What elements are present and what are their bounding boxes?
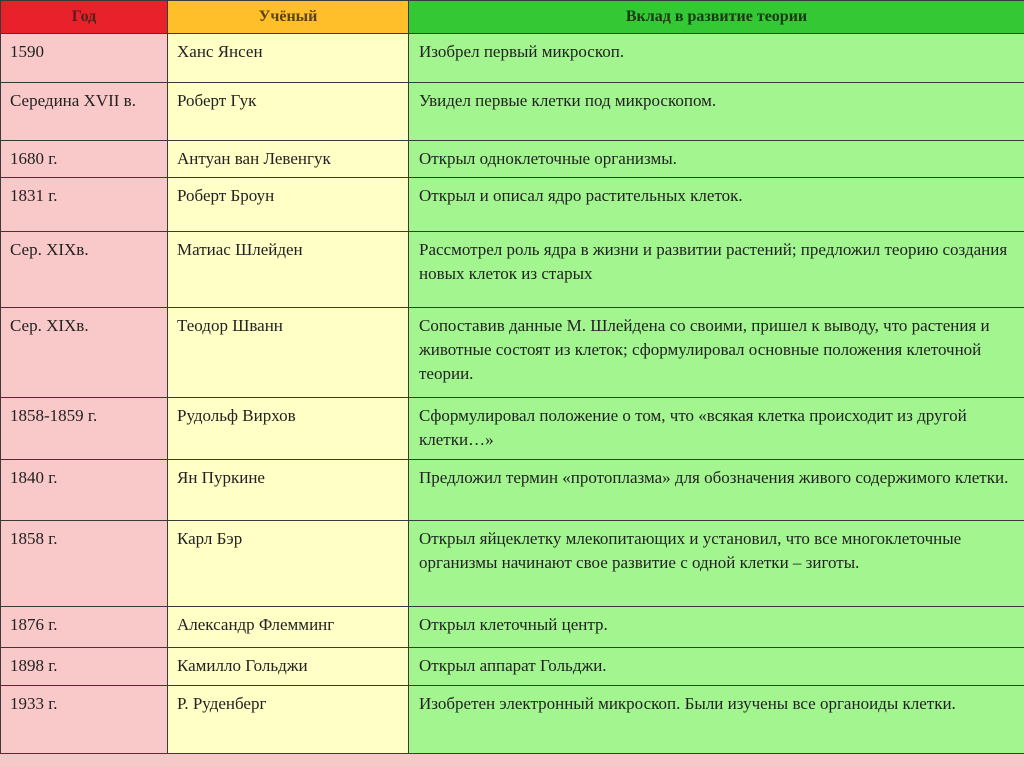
scientist-cell: Р. Руденберг bbox=[168, 686, 409, 754]
year-cell: Сер. XIXв. bbox=[1, 308, 168, 398]
contribution-cell: Увидел первые клетки под микроскопом. bbox=[409, 83, 1024, 141]
contribution-cell: Предложил термин «протоплазма» для обозначения живого содержимого клетки. bbox=[409, 460, 1024, 521]
contribution-cell: Открыл аппарат Гольджи. bbox=[409, 648, 1024, 686]
contribution-cell: Сформулировал положение о том, что «всякая клетка происходит из другой клетки…» bbox=[409, 398, 1024, 460]
table-row bbox=[1, 34, 1024, 83]
contribution-cell: Открыл яйцеклетку млекопитающих и установил, что все многоклеточные организмы начинают свое развитие с одной клетки – зиготы. bbox=[409, 521, 1024, 607]
bottom-strip bbox=[0, 754, 1024, 767]
year-cell: Середина XVII в. bbox=[1, 83, 168, 141]
scientist-cell: Ханс Янсен bbox=[168, 34, 409, 83]
scientist-cell: Роберт Броун bbox=[168, 178, 409, 232]
scientist-cell: Антуан ван Левенгук bbox=[168, 141, 409, 178]
table-row bbox=[1, 460, 1024, 521]
table-row bbox=[1, 607, 1024, 648]
scientist-cell: Роберт Гук bbox=[168, 83, 409, 141]
header-contribution: Вклад в развитие теории bbox=[409, 1, 1024, 34]
header-row bbox=[1, 1, 1024, 34]
table-row bbox=[1, 232, 1024, 308]
year-cell: 1590 bbox=[1, 34, 168, 83]
table-row bbox=[1, 141, 1024, 178]
table-row bbox=[1, 308, 1024, 398]
scientist-cell: Камилло Гольджи bbox=[168, 648, 409, 686]
contribution-cell: Открыл и описал ядро растительных клеток. bbox=[409, 178, 1024, 232]
scientist-cell: Рудольф Вирхов bbox=[168, 398, 409, 460]
contribution-cell: Изобретен электронный микроскоп. Были изучены все органоиды клетки. bbox=[409, 686, 1024, 754]
scientist-cell: Карл Бэр bbox=[168, 521, 409, 607]
contribution-cell: Изобрел первый микроскоп. bbox=[409, 34, 1024, 83]
year-cell: 1858 г. bbox=[1, 521, 168, 607]
header-scientist: Учёный bbox=[168, 1, 409, 34]
table-row bbox=[1, 686, 1024, 754]
table-row bbox=[1, 521, 1024, 607]
year-cell: 1840 г. bbox=[1, 460, 168, 521]
year-cell: 1858-1859 г. bbox=[1, 398, 168, 460]
year-cell: 1933 г. bbox=[1, 686, 168, 754]
table-row bbox=[1, 398, 1024, 460]
table-row bbox=[1, 178, 1024, 232]
year-cell: 1680 г. bbox=[1, 141, 168, 178]
scientist-cell: Матиас Шлейден bbox=[168, 232, 409, 308]
scientist-cell: Ян Пуркине bbox=[168, 460, 409, 521]
contribution-cell: Открыл одноклеточные организмы. bbox=[409, 141, 1024, 178]
year-cell: Сер. XIXв. bbox=[1, 232, 168, 308]
table-row bbox=[1, 83, 1024, 141]
year-cell: 1831 г. bbox=[1, 178, 168, 232]
contribution-cell: Рассмотрел роль ядра в жизни и развитии растений; предложил теорию создания новых клеток из старых bbox=[409, 232, 1024, 308]
year-cell: 1876 г. bbox=[1, 607, 168, 648]
year-cell: 1898 г. bbox=[1, 648, 168, 686]
contribution-cell: Открыл клеточный центр. bbox=[409, 607, 1024, 648]
table-row bbox=[1, 648, 1024, 686]
header-year: Год bbox=[1, 1, 168, 34]
contribution-cell: Сопоставив данные М. Шлейдена со своими, пришел к выводу, что растения и животные состоят из клеток; сформулировал основные положения клеточной теории. bbox=[409, 308, 1024, 398]
scientist-cell: Александр Флемминг bbox=[168, 607, 409, 648]
scientist-cell: Теодор Шванн bbox=[168, 308, 409, 398]
